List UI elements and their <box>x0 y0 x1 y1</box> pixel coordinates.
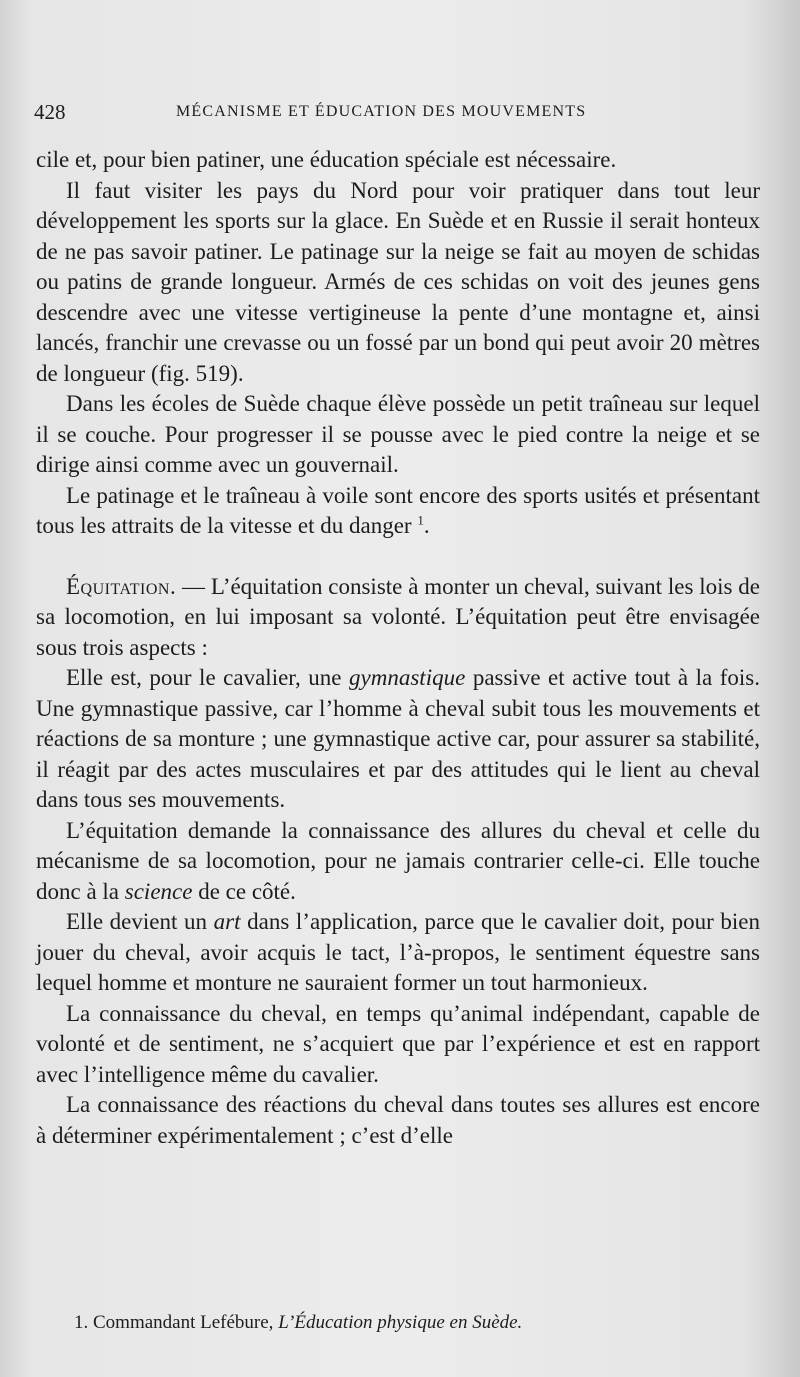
paragraph: Elle est, pour le cavalier, une gymnastique passive et active tout à la fois. Une gymnastique passive, car l’homme à cheval subit tous les mouvements et réactions de sa monture ; une gymnastique active car, pour assurer sa stabilité, il réagit par des actes musculaires et par des attitudes qui le lient au cheval dans tous ses mouvements. <box>36 665 760 812</box>
footnote-number: 1. <box>74 1312 89 1333</box>
footnote-reference[interactable]: 1 <box>417 512 424 528</box>
section-heading: Équitation. <box>66 573 177 599</box>
footnote <box>74 1312 764 1334</box>
paragraph: L’équitation demande la connaissance des allures du cheval et celle du mécanisme de sa locomotion, pour ne jamais contrarier celle-ci. Elle touche donc à la science de ce côté. <box>36 817 760 904</box>
footnote-title: L’Éducation physique en Suède. <box>278 1312 523 1333</box>
page-number: 428 <box>34 100 66 124</box>
section-break <box>36 542 760 572</box>
paragraph: cile et, pour bien patiner, une éducation spéciale est nécessaire. <box>36 147 617 172</box>
section-heading-paragraph: Équitation. — L’équitation consiste à monter un cheval, suivant les lois de sa locomotion, en lui imposant sa volonté. L’équitation peut être envisagée sous trois aspects : <box>36 573 760 660</box>
paragraph: La connaissance du cheval, en temps qu’animal indépendant, capable de volonté et de sentiment, ne s’acquiert que par l’expérience et est en rapport avec l’intelligence même du cavalier. <box>36 1000 760 1087</box>
running-title: MÉCANISME ET ÉDUCATION DES MOUVEMENTS <box>176 103 587 120</box>
body-text <box>36 145 760 1151</box>
paragraph: La connaissance des réactions du cheval dans toutes ses allures est encore à déterminer expérimentalement ; c’est d’elle <box>36 1092 760 1148</box>
paragraph: Le patinage et le traîneau à voile sont encore des sports usités et présentant tous les attraits de la vitesse et du danger $^1$. <box>36 482 760 538</box>
page-header <box>34 100 754 130</box>
footnote-author: Commandant Lefébure, <box>93 1312 274 1333</box>
paragraph: Elle devient un art dans l’application, parce que le cavalier doit, pour bien jouer du cheval, avoir acquis le tact, l’à-propos, le sentiment équestre sans lequel homme et monture ne sauraient former un tout harmonieux. <box>36 909 760 995</box>
paragraph: Dans les écoles de Suède chaque élève possède un petit traîneau sur lequel il se couche. Pour progresser il se pousse avec le pied contre la neige et se dirige ainsi comme avec un gouvernail. <box>36 391 760 477</box>
paragraph: Il faut visiter les pays du Nord pour voir pratiquer dans tout leur développement les sports sur la glace. En Suède et en Russie il serait honteux de ne pas savoir patiner. Le patinage sur la neige se fait au moyen de schidas ou patins de grande longueur. Armés de ces schidas on voit des jeunes gens descendre avec une vitesse vertigineuse la pente d’une montagne et, ainsi lancés, franchir une crevasse ou un fossé par un bond qui peut avoir 20 mètres de longueur (fig. 519). <box>36 177 760 386</box>
